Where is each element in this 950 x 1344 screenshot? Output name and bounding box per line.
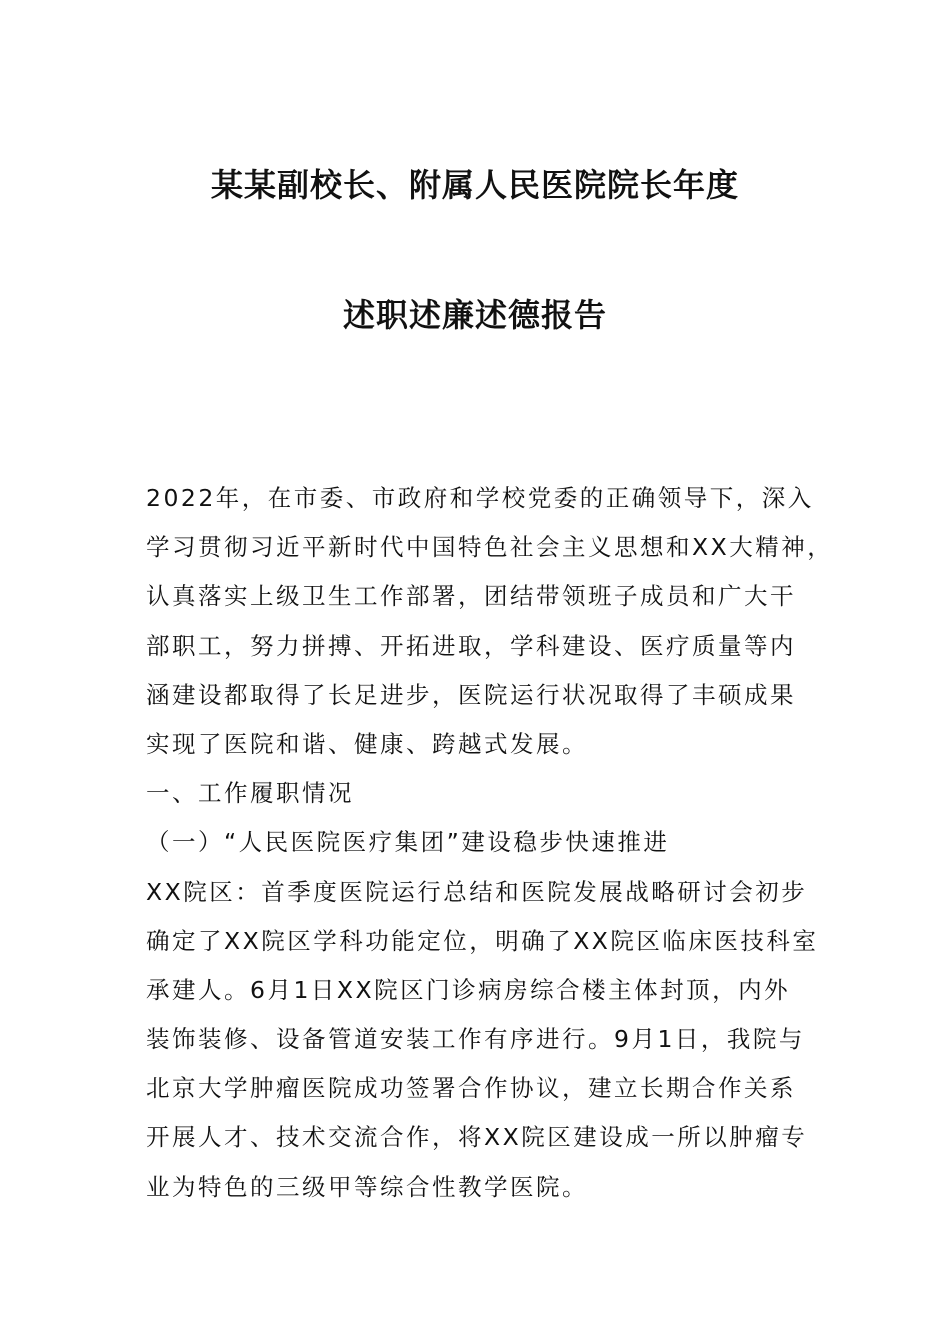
body-line: 承建人。6月1日XX院区门诊病房综合楼主体封顶，内外 (146, 975, 791, 1004)
body-line: 涵建设都取得了长足进步，医院运行状况取得了丰硕成果 (146, 680, 796, 709)
title-line-2: 述职述廉述德报告 (342, 296, 607, 334)
body-line: 业为特色的三级甲等综合性教学医院。 (146, 1172, 588, 1201)
body-line: 装饰装修、设备管道安装工作有序进行。9月1日，我院与 (146, 1025, 805, 1054)
body-line: 2022年，在市委、市政府和学校党委的正确领导下，深入 (146, 484, 814, 512)
body-line: XX院区：首季度医院运行总结和医院发展战略研讨会初步 (146, 877, 808, 906)
body-line: 确定了XX院区学科功能定位，明确了XX院区临床医技科室 (146, 926, 819, 955)
subsection-heading: （一）“人民医院医疗集团”建设稳步快速推进 (146, 828, 670, 857)
body-line: 开展人才、技术交流合作，将XX院区建设成一所以肿瘤专 (146, 1123, 808, 1152)
body-line: 部职工，努力拼搏、开拓进取，学科建设、医疗质量等内 (146, 631, 796, 660)
report-body (146, 474, 846, 1212)
body-line: 北京大学肿瘤医院成功签署合作协议，建立长期合作关系 (146, 1074, 796, 1103)
body-line: 认真落实上级卫生工作部署，团结带领班子成员和广大干 (146, 582, 796, 611)
section-heading: 一、工作履职情况 (146, 779, 354, 808)
title-line-1: 某某副校长、附属人民医院院长年度 (210, 166, 739, 204)
body-line: 学习贯彻习近平新时代中国特色社会主义思想和XX大精神， (146, 533, 834, 562)
body-line: 实现了医院和谐、健康、跨越式发展。 (146, 729, 588, 758)
